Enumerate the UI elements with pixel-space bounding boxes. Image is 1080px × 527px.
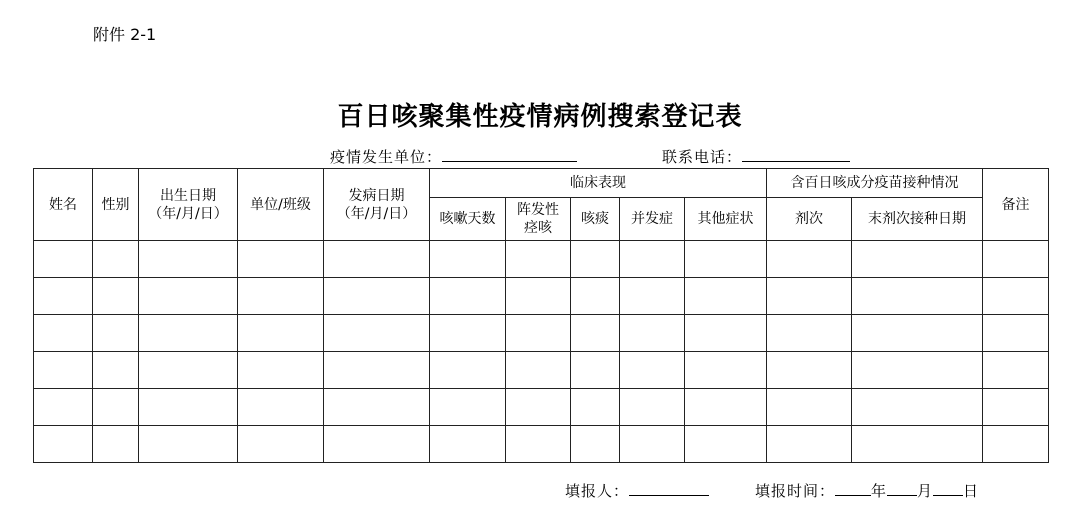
table-cell[interactable] — [685, 315, 767, 352]
fill-time-label: 填报时间： — [755, 482, 836, 500]
table-cell[interactable] — [852, 352, 983, 389]
table-cell[interactable] — [620, 389, 685, 426]
table-cell[interactable] — [852, 389, 983, 426]
header-phlegm: 咳痰 — [571, 198, 620, 241]
table-row — [34, 315, 1049, 352]
table-cell[interactable] — [767, 352, 852, 389]
table-cell[interactable] — [685, 426, 767, 463]
table-cell[interactable] — [139, 315, 238, 352]
table-cell[interactable] — [34, 315, 93, 352]
table-cell[interactable] — [430, 426, 506, 463]
month-label: 月 — [917, 482, 934, 500]
table-cell[interactable] — [139, 389, 238, 426]
table-cell[interactable] — [506, 315, 571, 352]
table-cell[interactable] — [571, 278, 620, 315]
table-cell[interactable] — [685, 389, 767, 426]
table-cell[interactable] — [324, 315, 430, 352]
table-cell[interactable] — [430, 241, 506, 278]
registration-table — [33, 168, 1049, 463]
header-doses: 剂次 — [767, 198, 852, 241]
table-cell[interactable] — [571, 389, 620, 426]
phone-field — [662, 146, 850, 167]
phone-label: 联系电话： — [662, 148, 743, 166]
table-row — [34, 352, 1049, 389]
header-onset-format: （年/月/日） — [336, 205, 417, 222]
header-vaccine-group: 含百日咳成分疫苗接种情况 — [767, 169, 983, 198]
day-label: 日 — [963, 482, 980, 500]
table-cell[interactable] — [324, 352, 430, 389]
header-birth-label: 出生日期 — [160, 187, 216, 204]
table-cell[interactable] — [571, 315, 620, 352]
header-complication: 并发症 — [620, 198, 685, 241]
table-cell[interactable] — [852, 315, 983, 352]
table-row — [34, 278, 1049, 315]
table-cell[interactable] — [324, 278, 430, 315]
table-cell[interactable] — [620, 241, 685, 278]
table-cell[interactable] — [506, 352, 571, 389]
table-cell[interactable] — [506, 389, 571, 426]
year-label: 年 — [871, 482, 888, 500]
table-cell[interactable] — [852, 278, 983, 315]
header-unit-class: 单位/班级 — [238, 169, 324, 241]
table-cell[interactable] — [983, 315, 1049, 352]
table-cell[interactable] — [983, 278, 1049, 315]
table-cell[interactable] — [852, 241, 983, 278]
table-cell[interactable] — [620, 426, 685, 463]
filler-field — [565, 480, 709, 501]
table-cell[interactable] — [571, 241, 620, 278]
table-cell[interactable] — [430, 278, 506, 315]
table-cell[interactable] — [983, 352, 1049, 389]
filler-label: 填报人： — [565, 482, 630, 500]
unit-label: 疫情发生单位： — [330, 148, 443, 166]
table-cell[interactable] — [34, 389, 93, 426]
header-onset-date — [324, 169, 430, 241]
table-cell[interactable] — [983, 426, 1049, 463]
table-cell[interactable] — [506, 426, 571, 463]
header-birth-format: （年/月/日） — [148, 205, 228, 222]
table-cell[interactable] — [238, 241, 324, 278]
header-sex: 性别 — [93, 169, 139, 241]
table-cell[interactable] — [767, 278, 852, 315]
month-blank — [887, 481, 917, 496]
header-paroxysmal-cough — [506, 198, 571, 241]
header-paroxysmal-line1: 阵发性 — [517, 202, 559, 218]
table-cell[interactable] — [93, 278, 139, 315]
year-blank — [835, 481, 871, 496]
attachment-number: 附件 2-1 — [93, 25, 157, 44]
table-cell[interactable] — [34, 241, 93, 278]
table-cell[interactable] — [685, 278, 767, 315]
table-cell[interactable] — [983, 389, 1049, 426]
table-cell[interactable] — [34, 278, 93, 315]
document-title: 百日咳聚集性疫情病例搜索登记表 — [337, 102, 743, 132]
table-cell[interactable] — [324, 389, 430, 426]
phone-blank — [742, 147, 850, 162]
header-remark: 备注 — [983, 169, 1049, 241]
table-cell[interactable] — [620, 278, 685, 315]
table-cell[interactable] — [767, 315, 852, 352]
table-cell[interactable] — [506, 278, 571, 315]
fill-time-field — [755, 480, 979, 501]
header-onset-label: 发病日期 — [348, 187, 405, 204]
table-cell[interactable] — [238, 352, 324, 389]
table-row — [34, 241, 1049, 278]
table-cell[interactable] — [139, 426, 238, 463]
table-cell[interactable] — [93, 241, 139, 278]
table-cell[interactable] — [34, 426, 93, 463]
unit-blank — [442, 147, 577, 162]
table-cell[interactable] — [620, 352, 685, 389]
table-cell[interactable] — [238, 389, 324, 426]
table-body — [34, 241, 1049, 463]
table-cell[interactable] — [506, 241, 571, 278]
header-clinical-group: 临床表现 — [430, 169, 767, 198]
table-cell[interactable] — [238, 426, 324, 463]
table-cell[interactable] — [685, 352, 767, 389]
table-cell[interactable] — [93, 389, 139, 426]
table-cell[interactable] — [139, 241, 238, 278]
header-birth-date — [139, 169, 238, 241]
table-cell[interactable] — [139, 278, 238, 315]
header-paroxysmal-line2: 痉咳 — [524, 220, 552, 236]
header-last-dose-date: 末剂次接种日期 — [852, 198, 983, 241]
table-cell[interactable] — [767, 389, 852, 426]
table-cell[interactable] — [93, 315, 139, 352]
table-cell[interactable] — [139, 352, 238, 389]
table-cell[interactable] — [852, 426, 983, 463]
header-other-symptoms: 其他症状 — [685, 198, 767, 241]
table-cell[interactable] — [324, 241, 430, 278]
table-cell[interactable] — [430, 389, 506, 426]
filler-blank — [629, 481, 709, 496]
table-row — [34, 426, 1049, 463]
table-cell[interactable] — [767, 426, 852, 463]
header-cough-days: 咳嗽天数 — [430, 198, 506, 241]
table-cell[interactable] — [34, 352, 93, 389]
day-blank — [933, 481, 963, 496]
table-cell[interactable] — [430, 315, 506, 352]
table-cell[interactable] — [620, 315, 685, 352]
table-cell[interactable] — [983, 241, 1049, 278]
table-cell[interactable] — [324, 426, 430, 463]
table-cell[interactable] — [571, 352, 620, 389]
table-row — [34, 389, 1049, 426]
table-cell[interactable] — [767, 241, 852, 278]
unit-field — [330, 146, 577, 167]
table-cell[interactable] — [571, 426, 620, 463]
table-cell[interactable] — [238, 315, 324, 352]
table-cell[interactable] — [93, 426, 139, 463]
table-cell[interactable] — [430, 352, 506, 389]
table-cell[interactable] — [685, 241, 767, 278]
table-cell[interactable] — [93, 352, 139, 389]
table-cell[interactable] — [238, 278, 324, 315]
header-name: 姓名 — [34, 169, 93, 241]
